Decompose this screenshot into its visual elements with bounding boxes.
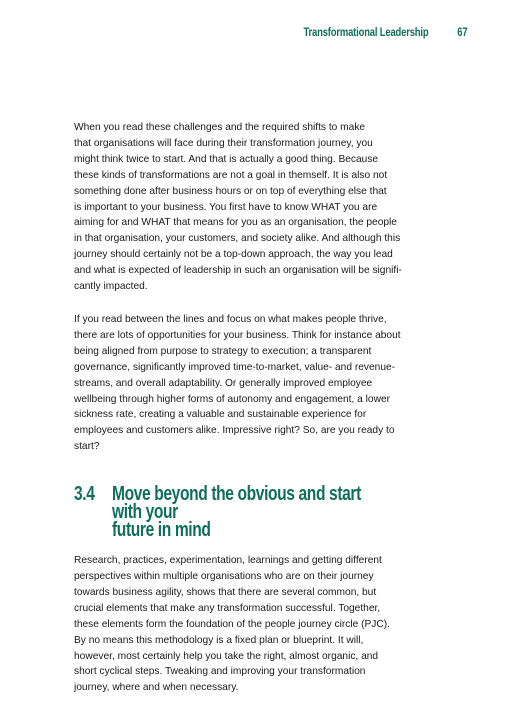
running-header-title: Transformational Leadership [303,27,429,39]
body-paragraph-2: If you read between the lines and focus on what makes people thrive, there are lots of opportunities for your business. Think for instance about being aligned from purpose to strategy to execution; a transparent governance, significantly improved time-to-market, value- and revenue- streams, and overall adaptability. Or generally improved employee wellbeing through higher forms of autonomy and engagement, a lower sickness rate, creating a valuable and sustainable experience for employees and customers alike. Impressive right? So, are you ready to start? [74,313,401,453]
page-body [74,120,454,713]
running-header [74,27,467,39]
page-number: 67 [456,27,467,39]
body-paragraph-1: When you read these challenges and the required shifts to make that organisations will face during their transformation journey, you might think twice to start. And that is actually a good thing. Because these kinds of transformations are not a goal in themself. It is also not something done after business hours or on top of everything else that is important to your business. You first have to know WHAT you are aiming for and WHAT that means for you as an organisation, the people in that organisation, your customers, and society alike. And although this journey should certainly not be a top-down approach, the way you lead and what is expected of leadership in such an organisation will be signifi- cantly impacted. [74,122,402,293]
section-body-paragraph: Research, practices, experimentation, learnings and getting different perspectives within multiple organisations who are on their journey towards business agility, shows that there are several common, but crucial elements that make any transformation successful. Together, these elements form the foundation of the people journey circle (PJC). By no means this methodology is a fixed plan or blueprint. It will, however, most certainly help you take the right, almost organic, and short cyclical steps. Tweaking and improving your transformation journey, where and when necessary. [74,555,390,694]
section-title: Move beyond the obvious and start with your future in mind [112,483,361,542]
section-heading [74,483,454,542]
section-number: 3.4 [74,483,95,506]
